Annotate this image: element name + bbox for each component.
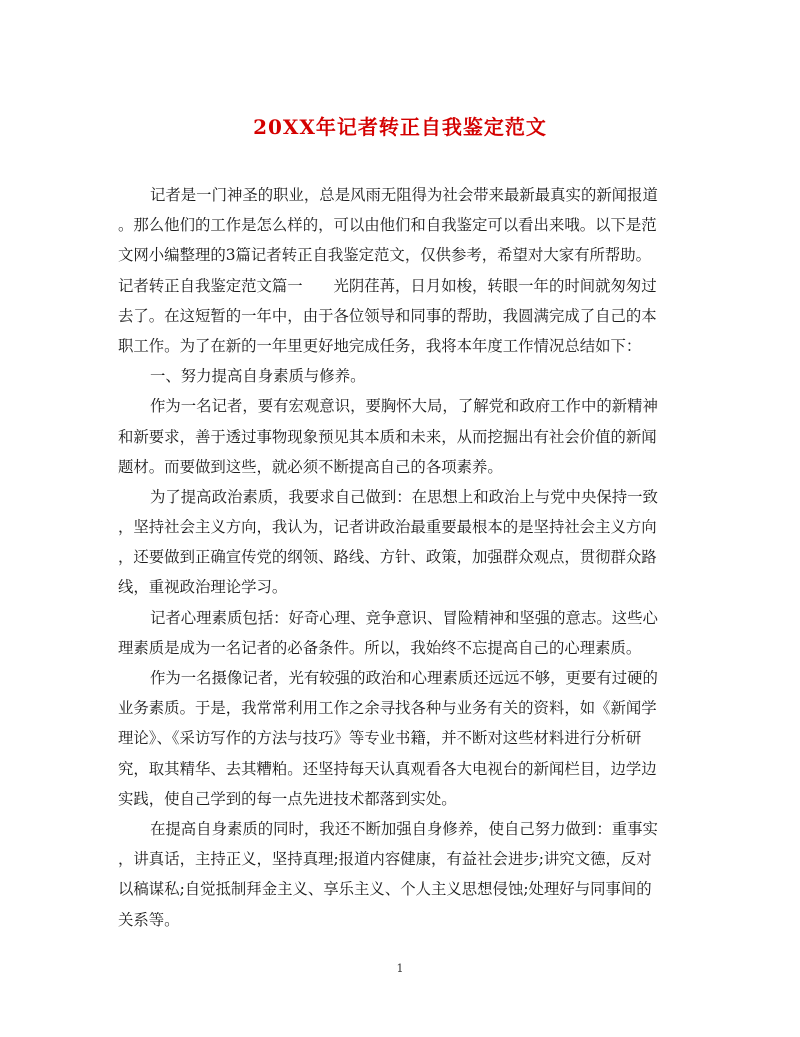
text-line: 理论》、《采访写作的方法与技巧》等专业书籍，并不断对这些材料进行分析研	[118, 729, 642, 748]
text-line: 业务素质。于是，我常常利用工作之余寻找各种与业务有关的资料，如《新闻学	[118, 699, 657, 718]
text-line: 记者转正自我鉴定范文篇一 光阴荏苒，日月如梭，转眼一年的时间就匆匆过	[118, 276, 657, 295]
document-body	[118, 180, 680, 935]
text-line: 记者是一门神圣的职业，总是风雨无阻得为社会带来最新最真实的新闻报道	[150, 186, 658, 204]
text-line: 和新要求，善于透过事物现象预见其本质和未来，从而挖掘出有社会价值的新闻	[118, 427, 657, 446]
text-line: 。那么他们的工作是怎么样的，可以由他们和自我鉴定可以看出来哦。以下是范	[118, 216, 657, 235]
page-number: 1	[396, 962, 404, 975]
text-line: 为了提高政治素质，我要求自己做到：在思想上和政治上与党中央保持一致	[150, 487, 658, 506]
text-line: 在提高自身素质的同时，我还不断加强自身修养，使自己努力做到：重事实	[150, 819, 658, 838]
text-line: 以稿谋私;自觉抵制拜金主义、享乐主义、个人主义思想侵蚀;处理好与同事间的	[118, 880, 652, 899]
text-line: 作为一名记者，要有宏观意识，要胸怀大局，了解党和政府工作中的新精神	[150, 397, 658, 416]
text-line: 去了。在这短暂的一年中，由于各位领导和同事的帮助，我圆满完成了自己的本	[118, 306, 657, 325]
text-line: 线，重视政治理论学习。	[118, 578, 288, 597]
text-line: 究，取其精华、去其糟粕。还坚持每天认真观看各大电视台的新闻栏目，边学边	[118, 759, 657, 778]
text-line: ，还要做到正确宣传党的纲领、路线、方针、政策，加强群众观点，贯彻群众路	[118, 548, 657, 567]
text-line: 文网小编整理的3篇记者转正自我鉴定范文，仅供参考，希望对大家有所帮助。	[118, 246, 652, 265]
text-line: 关系等。	[118, 910, 180, 929]
text-line: ，讲真话，主持正义，坚持真理;报道内容健康，有益社会进步;讲究文德，反对	[118, 850, 652, 869]
text-line: 理素质是成为一名记者的必备条件。所以，我始终不忘提高自己的心理素质。	[118, 638, 642, 657]
text-line: ，坚持社会主义方向，我认为，记者讲政治最重要最根本的是坚持社会主义方向	[118, 518, 657, 537]
document-title: 20XX年记者转正自我鉴定范文	[253, 115, 547, 139]
section-heading: 一、努力提高自身素质与修养。	[150, 367, 366, 386]
text-line: 实践，使自己学到的每一点先进技术都落到实处。	[118, 789, 457, 808]
text-line: 记者心理素质包括：好奇心理、竞争意识、冒险精神和坚强的意志。这些心	[150, 608, 658, 627]
text-line: 题材。而要做到这些，就必须不断提高自己的各项素养。	[118, 457, 503, 476]
text-line: 职工作。为了在新的一年里更好地完成任务，我将本年度工作情况总结如下：	[118, 336, 642, 355]
text-line: 作为一名摄像记者，光有较强的政治和心理素质还远远不够，更要有过硬的	[150, 669, 658, 687]
